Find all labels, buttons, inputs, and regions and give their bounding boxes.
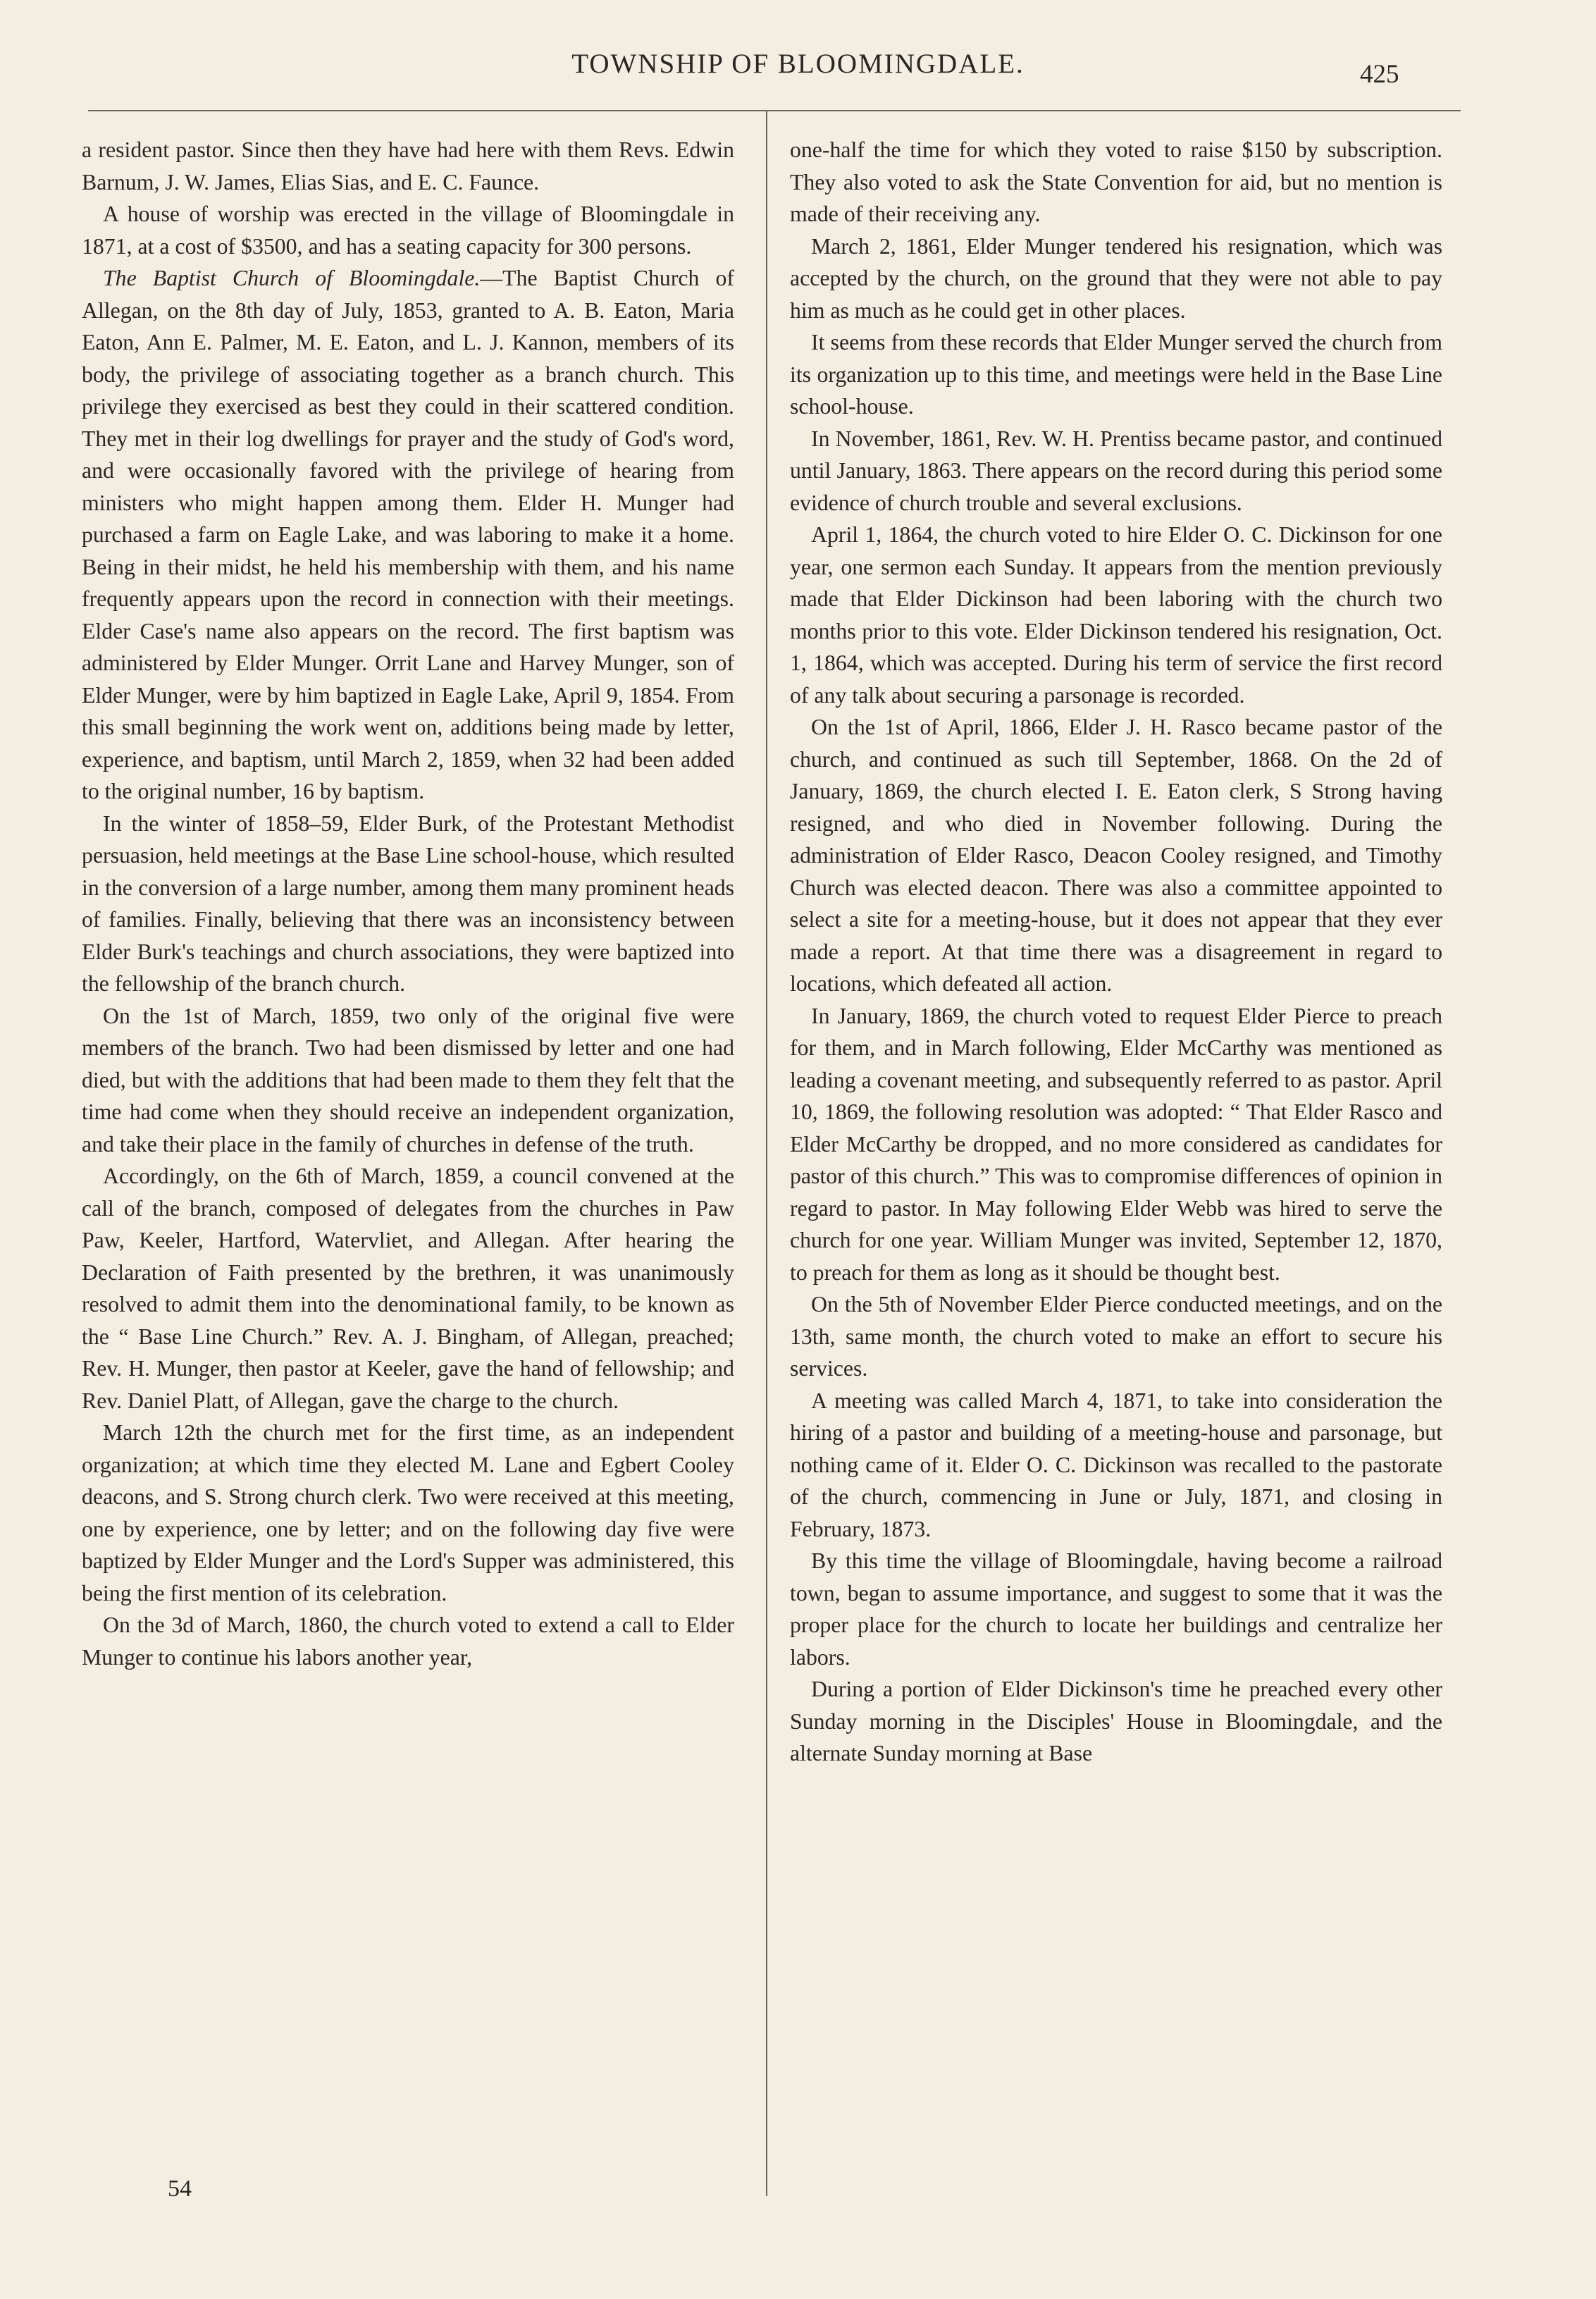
signature-mark: 54 [168,2176,192,2202]
paragraph: March 2, 1861, Elder Munger tendered his resignation, which was accepted by the church, on the ground that they were not able to pay him as much as he could get in other places. [790,233,1442,323]
paragraph: On the 3d of March, 1860, the church voted to extend a call to Elder Munger to continue his labors another year, [82,1613,734,1670]
paragraph: A meeting was called March 4, 1871, to take into consideration the hiring of a pastor and building of a meeting-house and parsonage, but nothing came of it. Elder O. C. Dickinson was recalled to the pastorate of the church, commencing in June or July, 1871, and closing in February, 1873. [790,1388,1442,1541]
paragraph: In January, 1869, the church voted to request Elder Pierce to preach for them, and in March following, Elder McCarthy was mentioned as leading a covenant meeting, and subsequently referred to as pastor. April 10, 1869, the following resolution was adopted: “ That Elder Rasco and Elder McCarthy be dropped, and no more considered as candidates for pastor of this church.” This was to compromise differences of opinion in regard to pastor. In May following Elder Webb was hired to serve the church for one year. William Munger was invited, September 12, 1870, to preach for them as long as it should be thought best. [790,1003,1442,1285]
paragraph: a resident pastor. Since then they have had here with them Revs. Edwin Barnum, J. W. James, Elias Sias, and E. C. Faunce. [82,137,734,195]
paragraph: In the winter of 1858–59, Elder Burk, of the Protestant Methodist persuasion, held meetings at the Base Line school-house, which resulted in the conversion of a large number, among them many prominent heads of families. Finally, believing that there was an inconsistency between Elder Burk's teachings and church associations, they were baptized into the fellowship of the branch church. [82,810,734,996]
paragraph [82,262,734,808]
running-title: TOWNSHIP OF BLOOMINGDALE. [571,49,1025,79]
right-column [790,134,1442,1770]
paragraph: Accordingly, on the 6th of March, 1859, a council convened at the call of the branch, composed of delegates from the churches in Paw Paw, Keeler, Hartford, Watervliet, and Allegan. After hearing the Declaration of Faith presented by the brethren, it was unanimously resolved to admit them into the denominational family, to be known as the “ Base Line Church.” Rev. A. J. Bingham, of Allegan, preached; Rev. H. Munger, then pastor at Keeler, gave the hand of fellowship; and Rev. Daniel Platt, of Allegan, gave the charge to the church. [82,1164,734,1413]
page-number: 425 [1360,60,1399,89]
header-rule [88,110,1461,111]
paragraph: In November, 1861, Rev. W. H. Prentiss became pastor, and continued until January, 1863. There appears on the record during this period some evidence of church trouble and several exclusions. [790,426,1442,515]
paragraph: March 12th the church met for the first time, as an independent organization; at which time they elected M. Lane and Egbert Cooley deacons, and S. Strong church clerk. Two were received at this meeting, one by experience, one by letter; and on the following day five were baptized by Elder Munger and the Lord's Supper was administered, this being the first mention of its celebration. [82,1420,734,1605]
paragraph: On the 1st of March, 1859, two only of the original five were members of the branch. Two had been dismissed by letter and one had died, but with the additions that had been made to them they felt that the time had come when they should receive an independent organization, and take their place in the family of churches in defense of the truth. [82,1003,734,1157]
left-column [82,134,734,1673]
section-title: The Baptist Church of Bloomingdale. [103,266,481,290]
paragraph: By this time the village of Bloomingdale, having become a railroad town, began to assume importance, and suggest to some that it was the proper place for the church to locate her buildings and centralize her labors. [790,1548,1442,1670]
paragraph: On the 5th of November Elder Pierce conducted meetings, and on the 13th, same month, the church voted to make an effort to secure his services. [790,1292,1442,1381]
paragraph: April 1, 1864, the church voted to hire Elder O. C. Dickinson for one year, one sermon each Sunday. It appears from the mention previously made that Elder Dickinson had been laboring with the church two months prior to this vote. Elder Dickinson tendered his resignation, Oct. 1, 1864, which was accepted. During his term of service the first record of any talk about securing a parsonage is recorded. [790,522,1442,708]
paragraph: It seems from these records that Elder Munger served the church from its organization up to this time, and meetings were held in the Base Line school-house. [790,330,1442,419]
paragraph: During a portion of Elder Dickinson's time he preached every other Sunday morning in the Disciples' House in Bloomingdale, and the alternate Sunday morning at Base [790,1677,1442,1765]
paragraph: On the 1st of April, 1866, Elder J. H. Rasco became pastor of the church, and continued as such till September, 1868. On the 2d of January, 1869, the church elected I. E. Eaton clerk, S Strong having resigned, and who died in November following. During the administration of Elder Rasco, Deacon Cooley resigned, and Timothy Church was elected deacon. There was also a committee appointed to select a site for a meeting-house, but it does not appear that they ever made a report. At that time there was a disagreement in regard to locations, which defeated all action. [790,715,1442,996]
paragraph: A house of worship was erected in the village of Bloomingdale in 1871, at a cost of $3500, and has a seating capacity for 300 persons. [82,202,734,259]
paragraph: one-half the time for which they voted to raise $150 by subscription. They also voted to ask the State Convention for aid, but no mention is made of their receiving any. [790,137,1442,226]
column-divider [766,110,767,2196]
paragraph-text: —The Baptist Church of Allegan, on the 8th day of July, 1853, granted to A. B. Eaton, Maria Eaton, Ann E. Palmer, M. E. Eaton, and L. J. Kannon, members of its body, the privilege of associating together as a branch church. This privilege they exercised as best they could in their scattered condition. They met in their log dwellings for prayer and the study of God's word, and were occasionally favored with the privilege of hearing from ministers who might happen among them. Elder H. Munger had purchased a farm on Eagle Lake, and was laboring to make it a home. Being in their midst, he held his membership with them, and his name frequently appears upon the record in connection with their meetings. Elder Case's name also appears on the record. The first baptism was administered by Elder Munger. Orrit Lane and Harvey Munger, son of Elder Munger, were by him baptized in Eagle Lake, April 9, 1854. From this small beginning the work went on, additions being made by letter, experience, and baptism, until March 2, 1859, when 32 had been added to the original number, 16 by baptism. [82,266,734,803]
